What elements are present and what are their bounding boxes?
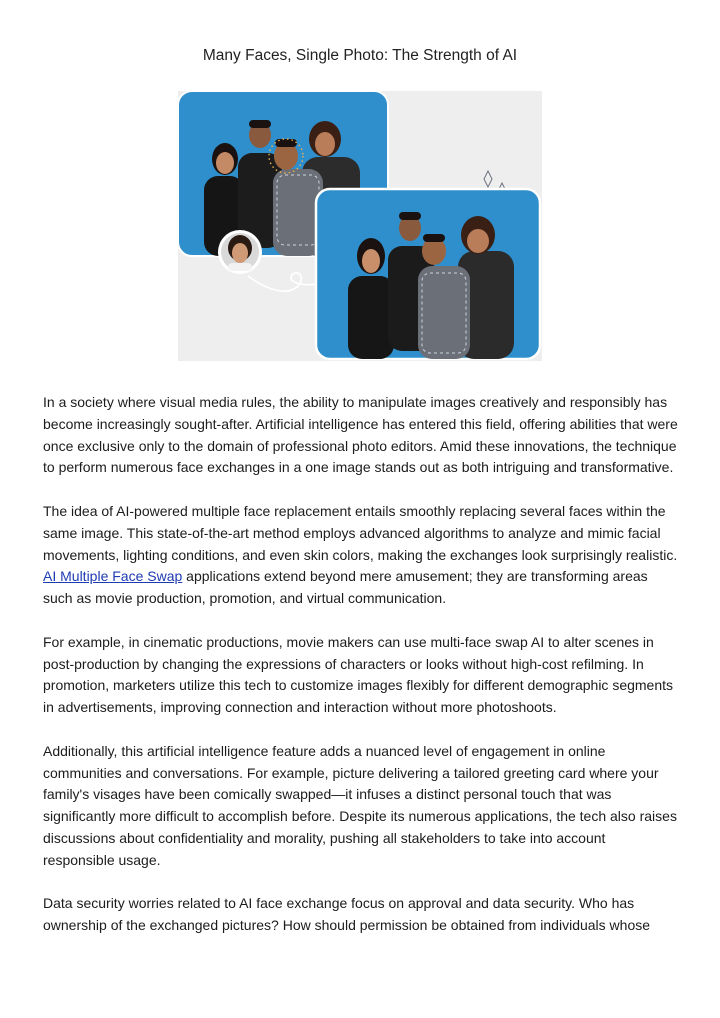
document-title: Many Faces, Single Photo: The Strength of AI	[202, 47, 518, 64]
source-face-thumbnail	[218, 230, 262, 274]
paragraph-engagement: Additionally, this artificial intelligence feature adds a nuanced level of engagement in online communities and conversations. For example, picture delivering a tailored greeting card where your family's visages have been comically swapped—it infuses a distinct personal touch that was significantly more difficult to accomplish before. Despite its numerous applications, the tech also raises discussions about confidentiality and morality, pushing all stakeholders to take into account responsible usage.	[43, 742, 677, 868]
article-body	[43, 392, 679, 959]
face-swap-illustration	[178, 91, 542, 361]
paragraph-text-before-link: The idea of AI-powered multiple face replacement entails smoothly replacing several faces within the same image. This state-of-the-art method employs advanced algorithms to analyze and mimic facial movements, lighting conditions, and even skin colors, making the exchanges look surprisingly realistic.	[43, 502, 678, 563]
paragraph-examples: For example, in cinematic productions, movie makers can use multi-face swap AI to alter scenes in post-production by changing the expressions of characters or looks without high-cost refilming. In promotion, marketers utilize this tech to customize images flexibly for different demographic segments in advertisements, improving connection and interaction without more photoshoots.	[43, 633, 674, 716]
paragraph-intro: In a society where visual media rules, the ability to manipulate images creatively and responsibly has become increasingly sought-after. Artificial intelligence has entered this field, offering abilities that were once exclusive only to the domain of professional photo editors. Amid these innovations, the technique to perform numerous face exchanges in a one image stands out as both intriguing and transformative.	[43, 394, 678, 476]
paragraph-concept	[43, 501, 679, 610]
ai-multiple-face-swap-link[interactable]: AI Multiple Face Swap	[43, 568, 183, 585]
swapped-photo-card	[316, 189, 540, 359]
paragraph-text-after-link: applications extend beyond mere amusement; they are transforming areas such as movie production, promotion, and virtual communication.	[43, 568, 648, 607]
paragraph-data-security: Data security worries related to AI face exchange focus on approval and data security. Who has ownership of the exchanged pictures? How should permission be obtained from individuals whose	[43, 895, 651, 934]
